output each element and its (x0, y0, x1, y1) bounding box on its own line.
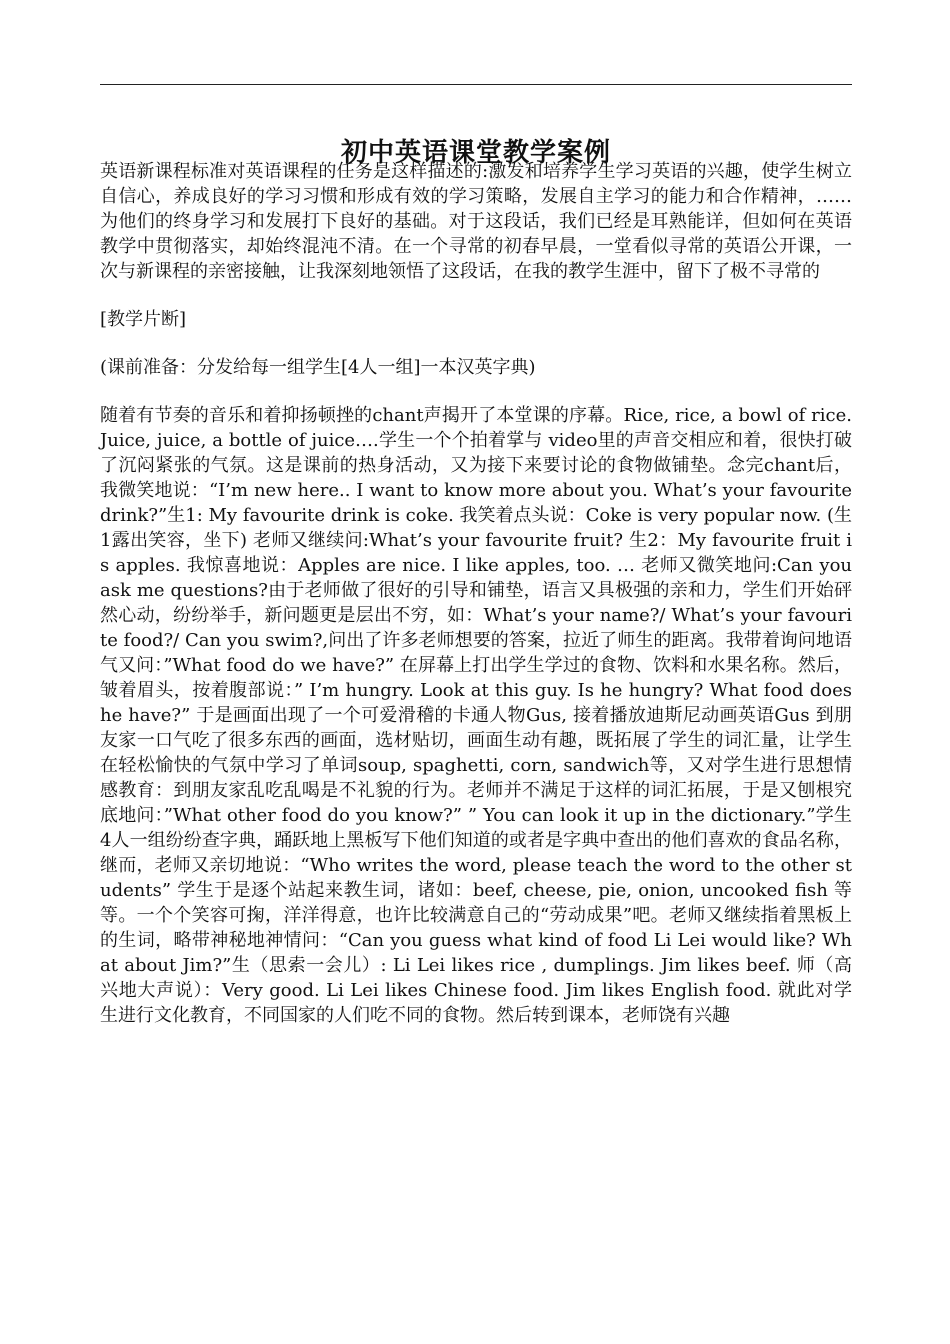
intro-paragraph: 英语新课程标准对英语课程的任务是这样描述的:激发和培养学生学习英语的兴趣，使学生树立自信心，养成良好的学习习惯和形成有效的学习策略，发展自主学习的能力和合作精神，……为他们的终身学习和发展打下良好的基础。对于这段话，我们已经是耳熟能详，但如何在英语教学中贯彻落实，却始终混沌不清。在一个寻常的初春早晨，一堂看似寻常的英语公开课，一次与新课程的亲密接触，让我深刻地领悟了这段话，在我的教学生涯中，留下了极不寻常的 (100, 161, 852, 282)
preparation-paragraph: (课前准备：分发给每一组学生[4人一组]一本汉英字典) (100, 357, 536, 378)
paragraph-gap (100, 284, 852, 307)
section-heading: [教学片断] (100, 309, 187, 330)
paragraph-gap (100, 380, 852, 403)
document-title: 初中英语课堂教学案例 (340, 138, 611, 169)
document-body (100, 159, 852, 1028)
document-page (100, 0, 852, 1344)
paragraph-gap (100, 332, 852, 355)
header-rule (100, 84, 852, 85)
narrative-paragraph: 随着有节奏的音乐和着抑扬顿挫的chant声揭开了本堂课的序幕。Rice, rice, a bowl of rice. Juice, juice, a bottle of juice….学生一个个拍着掌与 video里的声音交相应和着，很快打破了沉闷紧张的气氛。这是课前的热身活动，又为接下来要讨论的食物做铺垫。念完chant后，我微笑地说：“I’m new here.. I want to know more about you. What’s your favourite drink?”生1: My favourite drink is coke. 我笑着点头说：Coke is very popular now. (生1露出笑容，坐下) 老师又继续问:What’s your favourite fruit? 生2：My favourite fruit is apples. 我惊喜地说：Apples are nice. I like apples, too. … 老师又微笑地问:Can you ask me questions?由于老师做了很好的引导和铺垫，语言又具极强的亲和力，学生们开始砰然心动，纷纷举手，新问题更是层出不穷，如：What’s your name?/ What’s your favourite food?/ Can you swim?,问出了许多老师想要的答案，拉近了师生的距离。我带着询问地语气又问：”What food do we have?” 在屏幕上打出学生学过的食物、饮料和水果名称。然后，皱着眉头，按着腹部说：” I’m hungry. Look at this guy. Is he hungry? What food does he have?” 于是画面出现了一个可爱滑稽的卡通人物Gus, 接着播放迪斯尼动画英语Gus 到朋友家一口气吃了很多东西的画面，选材贴切，画面生动有趣，既拓展了学生的词汇量，让学生在轻松愉快的气氛中学习了单词soup, spaghetti, corn, sandwich等，又对学生进行思想情感教育：到朋友家乱吃乱喝是不礼貌的行为。老师并不满足于这样的词汇拓展，于是又刨根究底地问：”What other food do you know?” ” You can look it up in the dictionary.”学生4人一组纷纷查字典，踊跃地上黑板写下他们知道的或者是字典中查出的他们喜欢的食品名称，继而，老师又亲切地说：“Who writes the word, please teach the word to the other students” 学生于是逐个站起来教生词，诸如：beef, cheese, pie, onion, uncooked fish 等等。一个个笑容可掬，洋洋得意，也许比较满意自己的“劳动成果”吧。老师又继续指着黑板上的生词，略带神秘地神情问：“Can you guess what kind of food Li Lei would like? What about Jim?”生（思索一会儿）: Li Lei likes rice , dumplings. Jim likes beef. 师（高兴地大声说）：Very good. Li Lei likes Chinese food. Jim likes English food. 就此对学生进行文化教育，不同国家的人们吃不同的食物。然后转到课本，老师饶有兴趣 (100, 405, 852, 1026)
